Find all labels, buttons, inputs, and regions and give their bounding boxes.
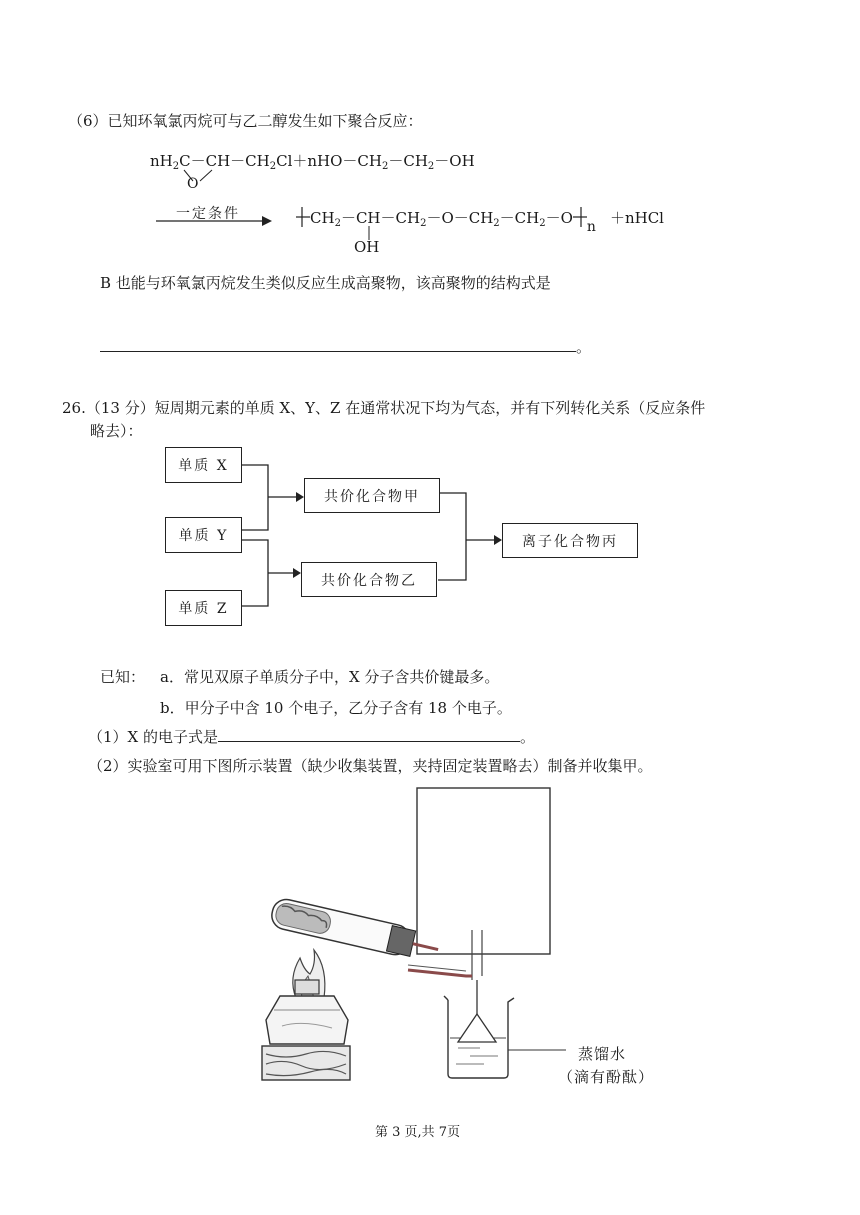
sub-question-1-text: （1）X 的电子式是	[88, 728, 218, 746]
sub-2: 2	[427, 161, 435, 172]
product-ch2b: －CH	[499, 209, 540, 227]
end-mark: 。	[576, 338, 592, 356]
reactant-glycol-end: －OH	[434, 152, 475, 170]
box-compound-bing	[502, 523, 638, 558]
product-ch: －CH－CH	[340, 209, 421, 227]
box-element-z-label: 单质 Z	[178, 601, 229, 617]
box-compound-yi-label: 共价化合物乙	[321, 572, 417, 589]
product-o2: －O	[545, 209, 573, 227]
sub-2: 2	[420, 218, 427, 229]
reaction-condition: 一定条件	[176, 206, 240, 222]
box-compound-bing-label: 离子化合物丙	[522, 533, 618, 550]
sub-2: 2	[493, 218, 500, 229]
product-ch2: CH	[310, 209, 335, 227]
box-element-x-label: 单质 X	[178, 458, 229, 474]
product-hcl: ＋nHCl	[609, 209, 664, 227]
sub-2: 2	[334, 218, 341, 229]
epoxide-oxygen: O	[187, 176, 199, 192]
reactant-cl: Cl	[276, 152, 293, 170]
label-distilled-water: 蒸馏水	[578, 1045, 627, 1063]
q6-intro: （6）已知环氧氯丙烷可与乙二醇发生如下聚合反应：	[68, 112, 423, 130]
box-compound-yi	[301, 562, 437, 597]
end-mark: 。	[520, 728, 536, 746]
box-compound-jia-label: 共价化合物甲	[324, 488, 420, 505]
q26-header-line1: 26.（13 分）短周期元素的单质 X、Y、Z 在通常状况下均为气态，并有下列转化关系（反应条件	[62, 399, 706, 417]
sub-2: 2	[539, 218, 546, 229]
box-element-y-label: 单质 Y	[178, 528, 229, 544]
box-element-x	[165, 447, 242, 483]
sub-2: 2	[381, 161, 389, 172]
q6-question: B 也能与环氧氯丙烷发生类似反应生成高聚物，该高聚物的结构式是	[100, 274, 551, 292]
reactant-glycol-mid: －CH	[388, 152, 428, 170]
product-oh: OH	[354, 238, 380, 256]
known-b: b．甲分子中含 10 个电子，乙分子含有 18 个电子。	[160, 699, 512, 717]
known-label: 已知：	[100, 668, 146, 686]
sub-2: 2	[269, 161, 277, 172]
box-compound-jia	[304, 478, 440, 513]
reactant-chain: C－CH－CH	[179, 152, 270, 170]
polymer-n: n	[586, 219, 596, 235]
sub-2: 2	[172, 161, 180, 172]
page-footer: 第 3 页,共 7页	[375, 1125, 461, 1140]
answer-blank-1	[218, 727, 520, 742]
known-a: a．常见双原子单质分子中，X 分子含共价键最多。	[160, 668, 500, 686]
product-o: －O－CH	[426, 209, 494, 227]
box-element-z	[165, 590, 242, 626]
label-phenolphthalein: （滴有酚酞）	[558, 1068, 655, 1086]
reactant-glycol-start: ＋nHO－CH	[292, 152, 382, 170]
box-element-y	[165, 517, 242, 553]
sub-question-1	[88, 726, 535, 747]
sub-question-2: （2）实验室可用下图所示装置（缺少收集装置，夹持固定装置略去）制备并收集甲。	[88, 757, 653, 775]
q26-header-line2: 略去）：	[90, 422, 143, 440]
reactant-nh: nH	[150, 152, 173, 170]
